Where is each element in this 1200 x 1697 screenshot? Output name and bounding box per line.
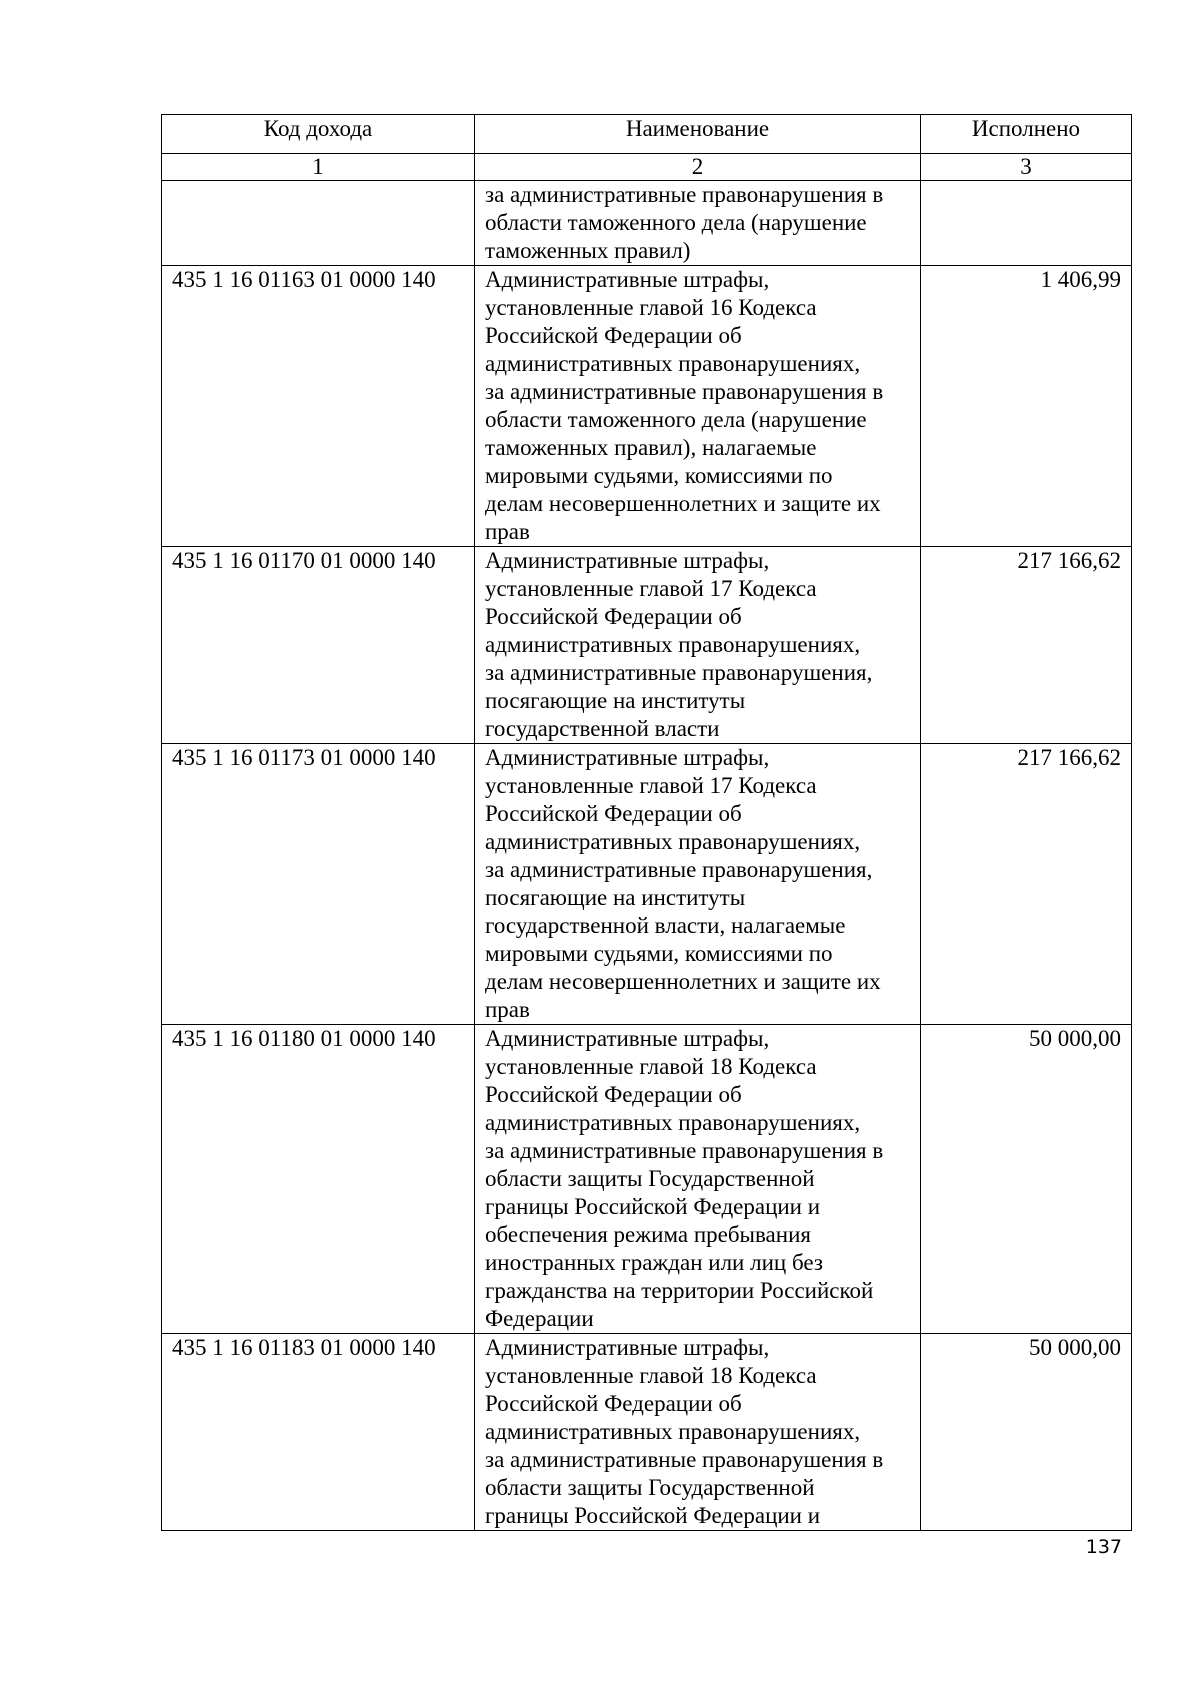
table-row bbox=[162, 744, 1132, 1025]
row-name: Административные штрафы, установленные главой 18 Кодекса Российской Федерации об административных правонарушениях, за административные правонарушения в области защиты Государственной границы Российской Федерации и bbox=[475, 1334, 921, 1531]
header-value: Исполнено bbox=[921, 115, 1132, 154]
table-row bbox=[162, 547, 1132, 744]
header-code: Код дохода bbox=[162, 115, 475, 154]
row-name: Административные штрафы, установленные главой 17 Кодекса Российской Федерации об административных правонарушениях, за административные правонарушения, посягающие на институты государственной власти bbox=[475, 547, 921, 744]
row-value: 50 000,00 bbox=[921, 1334, 1132, 1531]
row-code: 435 1 16 01163 01 0000 140 bbox=[162, 266, 475, 547]
row-code bbox=[162, 181, 475, 266]
row-code: 435 1 16 01183 01 0000 140 bbox=[162, 1334, 475, 1531]
column-number-1: 1 bbox=[162, 154, 475, 181]
row-code: 435 1 16 01173 01 0000 140 bbox=[162, 744, 475, 1025]
header-row bbox=[162, 115, 1132, 154]
revenue-table bbox=[161, 114, 1132, 1531]
row-name: Административные штрафы, установленные главой 16 Кодекса Российской Федерации об административных правонарушениях, за административные правонарушения в области таможенного дела (нарушение таможенных правил), налагаемые мировыми судьями, комиссиями по делам несовершеннолетних и защите их прав bbox=[475, 266, 921, 547]
row-value: 1 406,99 bbox=[921, 266, 1132, 547]
table-row bbox=[162, 1334, 1132, 1531]
row-code: 435 1 16 01170 01 0000 140 bbox=[162, 547, 475, 744]
row-name: Административные штрафы, установленные главой 18 Кодекса Российской Федерации об административных правонарушениях, за административные правонарушения в области защиты Государственной границы Российской Федерации и обеспечения режима пребывания иностранных граждан или лиц без гражданства на территории Российской Федерации bbox=[475, 1025, 921, 1334]
table-row bbox=[162, 266, 1132, 547]
header-name: Наименование bbox=[475, 115, 921, 154]
row-name: за административные правонарушения в области таможенного дела (нарушение таможенных правил) bbox=[475, 181, 921, 266]
table-row bbox=[162, 181, 1132, 266]
row-value: 217 166,62 bbox=[921, 547, 1132, 744]
row-value bbox=[921, 181, 1132, 266]
row-code: 435 1 16 01180 01 0000 140 bbox=[162, 1025, 475, 1334]
column-number-3: 3 bbox=[921, 154, 1132, 181]
row-value: 50 000,00 bbox=[921, 1025, 1132, 1334]
table-row bbox=[162, 1025, 1132, 1334]
column-number-2: 2 bbox=[475, 154, 921, 181]
page-number: 137 bbox=[1085, 1536, 1122, 1558]
row-name: Административные штрафы, установленные главой 17 Кодекса Российской Федерации об административных правонарушениях, за административные правонарушения, посягающие на институты государственной власти, налагаемые мировыми судьями, комиссиями по делам несовершеннолетних и защите их прав bbox=[475, 744, 921, 1025]
column-number-row bbox=[162, 154, 1132, 181]
row-value: 217 166,62 bbox=[921, 744, 1132, 1025]
